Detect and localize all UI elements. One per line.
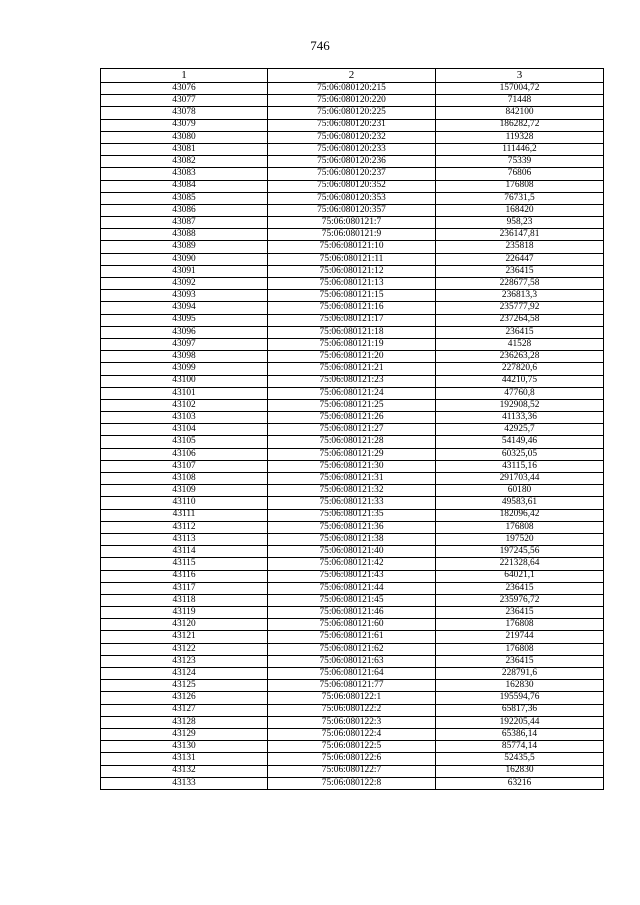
- row-number-cell: 43127: [101, 704, 268, 716]
- row-number-cell: 43117: [101, 582, 268, 594]
- table-row: [101, 570, 604, 582]
- value-cell: 226447: [436, 253, 604, 265]
- row-number-cell: 43085: [101, 192, 268, 204]
- table-row: [101, 314, 604, 326]
- cadastral-number-cell: 75:06:080121:42: [268, 558, 436, 570]
- value-cell: 47760,8: [436, 387, 604, 399]
- row-number-cell: 43088: [101, 229, 268, 241]
- cadastral-number-cell: 75:06:080120:357: [268, 204, 436, 216]
- table-row: [101, 765, 604, 777]
- row-number-cell: 43102: [101, 399, 268, 411]
- column-header: 1: [101, 69, 268, 83]
- value-cell: 197245,56: [436, 546, 604, 558]
- table-row: [101, 473, 604, 485]
- cadastral-number-cell: 75:06:080122:3: [268, 716, 436, 728]
- row-number-cell: 43115: [101, 558, 268, 570]
- value-cell: 842100: [436, 107, 604, 119]
- value-cell: 75339: [436, 156, 604, 168]
- table-row: [101, 521, 604, 533]
- row-number-cell: 43087: [101, 217, 268, 229]
- table-row: [101, 716, 604, 728]
- value-cell: 192205,44: [436, 716, 604, 728]
- table-row: [101, 241, 604, 253]
- cadastral-number-cell: 75:06:080122:7: [268, 765, 436, 777]
- row-number-cell: 43096: [101, 326, 268, 338]
- value-cell: 176808: [436, 180, 604, 192]
- table-row: [101, 777, 604, 789]
- table-row: [101, 217, 604, 229]
- table-row: [101, 204, 604, 216]
- value-cell: 64021,1: [436, 570, 604, 582]
- table-row: [101, 131, 604, 143]
- value-cell: 236813,3: [436, 290, 604, 302]
- value-cell: 197520: [436, 533, 604, 545]
- value-cell: 60180: [436, 485, 604, 497]
- row-number-cell: 43094: [101, 302, 268, 314]
- cadastral-number-cell: 75:06:080120:215: [268, 83, 436, 95]
- table-row: [101, 399, 604, 411]
- value-cell: 192908,52: [436, 399, 604, 411]
- cadastral-number-cell: 75:06:080121:9: [268, 229, 436, 241]
- cadastral-number-cell: 75:06:080121:16: [268, 302, 436, 314]
- row-number-cell: 43110: [101, 497, 268, 509]
- row-number-cell: 43101: [101, 387, 268, 399]
- table-row: [101, 302, 604, 314]
- row-number-cell: 43124: [101, 668, 268, 680]
- table-row: [101, 460, 604, 472]
- table-row: [101, 229, 604, 241]
- table-row: [101, 631, 604, 643]
- row-number-cell: 43104: [101, 424, 268, 436]
- table-body: [101, 83, 604, 790]
- table-row: [101, 363, 604, 375]
- table-row: [101, 338, 604, 350]
- table-row: [101, 95, 604, 107]
- table-row: [101, 412, 604, 424]
- value-cell: 958,23: [436, 217, 604, 229]
- value-cell: 228791,6: [436, 668, 604, 680]
- value-cell: 235777,92: [436, 302, 604, 314]
- cadastral-value-table: [100, 68, 604, 790]
- row-number-cell: 43091: [101, 265, 268, 277]
- cadastral-number-cell: 75:06:080121:20: [268, 351, 436, 363]
- row-number-cell: 43131: [101, 753, 268, 765]
- cadastral-number-cell: 75:06:080121:32: [268, 485, 436, 497]
- table-row: [101, 692, 604, 704]
- cadastral-number-cell: 75:06:080122:5: [268, 741, 436, 753]
- value-cell: 85774,14: [436, 741, 604, 753]
- cadastral-number-cell: 75:06:080120:225: [268, 107, 436, 119]
- row-number-cell: 43123: [101, 655, 268, 667]
- value-cell: 42925,7: [436, 424, 604, 436]
- row-number-cell: 43103: [101, 412, 268, 424]
- value-cell: 41528: [436, 338, 604, 350]
- table-row: [101, 168, 604, 180]
- page-number: 746: [310, 38, 330, 53]
- table-row: [101, 326, 604, 338]
- value-cell: 235818: [436, 241, 604, 253]
- value-cell: 162830: [436, 680, 604, 692]
- value-cell: 195594,76: [436, 692, 604, 704]
- table-row: [101, 424, 604, 436]
- cadastral-number-cell: 75:06:080120:233: [268, 143, 436, 155]
- value-cell: 65386,14: [436, 728, 604, 740]
- row-number-cell: 43105: [101, 436, 268, 448]
- cadastral-number-cell: 75:06:080121:10: [268, 241, 436, 253]
- value-cell: 236415: [436, 607, 604, 619]
- row-number-cell: 43119: [101, 607, 268, 619]
- table-row: [101, 387, 604, 399]
- cadastral-number-cell: 75:06:080122:8: [268, 777, 436, 789]
- cadastral-number-cell: 75:06:080120:220: [268, 95, 436, 107]
- cadastral-number-cell: 75:06:080120:352: [268, 180, 436, 192]
- value-cell: 221328,64: [436, 558, 604, 570]
- cadastral-number-cell: 75:06:080121:26: [268, 412, 436, 424]
- column-header: 2: [268, 69, 436, 83]
- cadastral-number-cell: 75:06:080121:21: [268, 363, 436, 375]
- cadastral-number-cell: 75:06:080121:46: [268, 607, 436, 619]
- cadastral-number-cell: 75:06:080121:45: [268, 594, 436, 606]
- cadastral-number-cell: 75:06:080121:24: [268, 387, 436, 399]
- table-row: [101, 436, 604, 448]
- cadastral-number-cell: 75:06:080121:61: [268, 631, 436, 643]
- row-number-cell: 43122: [101, 643, 268, 655]
- table-row: [101, 668, 604, 680]
- value-cell: 63216: [436, 777, 604, 789]
- value-cell: 236415: [436, 326, 604, 338]
- cadastral-number-cell: 75:06:080121:36: [268, 521, 436, 533]
- value-cell: 176808: [436, 643, 604, 655]
- cadastral-number-cell: 75:06:080121:33: [268, 497, 436, 509]
- row-number-cell: 43128: [101, 716, 268, 728]
- value-cell: 228677,58: [436, 278, 604, 290]
- table-row: [101, 448, 604, 460]
- cadastral-number-cell: 75:06:080120:353: [268, 192, 436, 204]
- table-row: [101, 704, 604, 716]
- cadastral-number-cell: 75:06:080121:43: [268, 570, 436, 582]
- cadastral-number-cell: 75:06:080121:40: [268, 546, 436, 558]
- table-row: [101, 83, 604, 95]
- row-number-cell: 43089: [101, 241, 268, 253]
- table-row: [101, 107, 604, 119]
- cadastral-number-cell: 75:06:080121:38: [268, 533, 436, 545]
- row-number-cell: 43090: [101, 253, 268, 265]
- table-row: [101, 582, 604, 594]
- row-number-cell: 43086: [101, 204, 268, 216]
- row-number-cell: 43108: [101, 473, 268, 485]
- cadastral-number-cell: 75:06:080121:7: [268, 217, 436, 229]
- cadastral-number-cell: 75:06:080121:62: [268, 643, 436, 655]
- row-number-cell: 43129: [101, 728, 268, 740]
- row-number-cell: 43121: [101, 631, 268, 643]
- cadastral-number-cell: 75:06:080121:13: [268, 278, 436, 290]
- value-cell: 157004,72: [436, 83, 604, 95]
- row-number-cell: 43098: [101, 351, 268, 363]
- row-number-cell: 43130: [101, 741, 268, 753]
- cadastral-number-cell: 75:06:080121:18: [268, 326, 436, 338]
- cadastral-number-cell: 75:06:080121:25: [268, 399, 436, 411]
- row-number-cell: 43080: [101, 131, 268, 143]
- cadastral-number-cell: 75:06:080120:237: [268, 168, 436, 180]
- row-number-cell: 43100: [101, 375, 268, 387]
- row-number-cell: 43111: [101, 509, 268, 521]
- table-row: [101, 290, 604, 302]
- table-row: [101, 533, 604, 545]
- table-row: [101, 156, 604, 168]
- cadastral-number-cell: 75:06:080122:1: [268, 692, 436, 704]
- value-cell: 182096,42: [436, 509, 604, 521]
- value-cell: 186282,72: [436, 119, 604, 131]
- value-cell: 237264,58: [436, 314, 604, 326]
- table-row: [101, 753, 604, 765]
- row-number-cell: 43107: [101, 460, 268, 472]
- cadastral-number-cell: 75:06:080121:30: [268, 460, 436, 472]
- value-cell: 176808: [436, 619, 604, 631]
- value-cell: 49583,61: [436, 497, 604, 509]
- table-row: [101, 143, 604, 155]
- row-number-cell: 43118: [101, 594, 268, 606]
- table-row: [101, 509, 604, 521]
- value-cell: 65817,36: [436, 704, 604, 716]
- row-number-cell: 43132: [101, 765, 268, 777]
- value-cell: 60325,05: [436, 448, 604, 460]
- table-row: [101, 485, 604, 497]
- table-row: [101, 351, 604, 363]
- row-number-cell: 43078: [101, 107, 268, 119]
- row-number-cell: 43079: [101, 119, 268, 131]
- table-row: [101, 558, 604, 570]
- table-row: [101, 680, 604, 692]
- table-row: [101, 265, 604, 277]
- value-cell: 236415: [436, 582, 604, 594]
- cadastral-number-cell: 75:06:080122:2: [268, 704, 436, 716]
- column-header: 3: [436, 69, 604, 83]
- value-cell: 291703,44: [436, 473, 604, 485]
- cadastral-number-cell: 75:06:080121:44: [268, 582, 436, 594]
- table-row: [101, 655, 604, 667]
- cadastral-number-cell: 75:06:080121:15: [268, 290, 436, 302]
- value-cell: 236263,28: [436, 351, 604, 363]
- cadastral-number-cell: 75:06:080121:64: [268, 668, 436, 680]
- cadastral-number-cell: 75:06:080121:27: [268, 424, 436, 436]
- table-row: [101, 375, 604, 387]
- row-number-cell: 43095: [101, 314, 268, 326]
- cadastral-number-cell: 75:06:080121:19: [268, 338, 436, 350]
- row-number-cell: 43113: [101, 533, 268, 545]
- table-row: [101, 180, 604, 192]
- value-cell: 236415: [436, 265, 604, 277]
- table-row: [101, 253, 604, 265]
- value-cell: 43115,16: [436, 460, 604, 472]
- row-number-cell: 43112: [101, 521, 268, 533]
- value-cell: 54149,46: [436, 436, 604, 448]
- value-cell: 219744: [436, 631, 604, 643]
- value-cell: 44210,75: [436, 375, 604, 387]
- value-cell: 119328: [436, 131, 604, 143]
- cadastral-number-cell: 75:06:080120:236: [268, 156, 436, 168]
- row-number-cell: 43125: [101, 680, 268, 692]
- row-number-cell: 43084: [101, 180, 268, 192]
- value-cell: 71448: [436, 95, 604, 107]
- table-row: [101, 594, 604, 606]
- value-cell: 162830: [436, 765, 604, 777]
- table-row: [101, 607, 604, 619]
- cadastral-number-cell: 75:06:080121:35: [268, 509, 436, 521]
- row-number-cell: 43120: [101, 619, 268, 631]
- value-cell: 76731,5: [436, 192, 604, 204]
- cadastral-number-cell: 75:06:080121:23: [268, 375, 436, 387]
- value-cell: 236147,81: [436, 229, 604, 241]
- table-row: [101, 119, 604, 131]
- table-row: [101, 192, 604, 204]
- cadastral-number-cell: 75:06:080121:28: [268, 436, 436, 448]
- row-number-cell: 43092: [101, 278, 268, 290]
- row-number-cell: 43133: [101, 777, 268, 789]
- value-cell: 235976,72: [436, 594, 604, 606]
- table-row: [101, 643, 604, 655]
- cadastral-number-cell: 75:06:080121:63: [268, 655, 436, 667]
- row-number-cell: 43076: [101, 83, 268, 95]
- value-cell: 41133,36: [436, 412, 604, 424]
- row-number-cell: 43093: [101, 290, 268, 302]
- row-number-cell: 43116: [101, 570, 268, 582]
- value-cell: 52435,5: [436, 753, 604, 765]
- row-number-cell: 43081: [101, 143, 268, 155]
- cadastral-number-cell: 75:06:080122:4: [268, 728, 436, 740]
- row-number-cell: 43097: [101, 338, 268, 350]
- cadastral-number-cell: 75:06:080122:6: [268, 753, 436, 765]
- row-number-cell: 43077: [101, 95, 268, 107]
- cadastral-number-cell: 75:06:080120:231: [268, 119, 436, 131]
- table-row: [101, 728, 604, 740]
- row-number-cell: 43114: [101, 546, 268, 558]
- value-cell: 76806: [436, 168, 604, 180]
- value-cell: 227820,6: [436, 363, 604, 375]
- row-number-cell: 43106: [101, 448, 268, 460]
- table-header-row: [101, 69, 604, 83]
- cadastral-number-cell: 75:06:080121:11: [268, 253, 436, 265]
- table-row: [101, 546, 604, 558]
- cadastral-number-cell: 75:06:080121:12: [268, 265, 436, 277]
- table-row: [101, 497, 604, 509]
- row-number-cell: 43083: [101, 168, 268, 180]
- cadastral-number-cell: 75:06:080121:17: [268, 314, 436, 326]
- value-cell: 111446,2: [436, 143, 604, 155]
- cadastral-number-cell: 75:06:080121:31: [268, 473, 436, 485]
- value-cell: 168420: [436, 204, 604, 216]
- table-row: [101, 278, 604, 290]
- row-number-cell: 43126: [101, 692, 268, 704]
- table-row: [101, 619, 604, 631]
- row-number-cell: 43109: [101, 485, 268, 497]
- value-cell: 176808: [436, 521, 604, 533]
- row-number-cell: 43099: [101, 363, 268, 375]
- table-row: [101, 741, 604, 753]
- value-cell: 236415: [436, 655, 604, 667]
- cadastral-number-cell: 75:06:080121:60: [268, 619, 436, 631]
- cadastral-number-cell: 75:06:080120:232: [268, 131, 436, 143]
- row-number-cell: 43082: [101, 156, 268, 168]
- cadastral-number-cell: 75:06:080121:29: [268, 448, 436, 460]
- cadastral-number-cell: 75:06:080121:77: [268, 680, 436, 692]
